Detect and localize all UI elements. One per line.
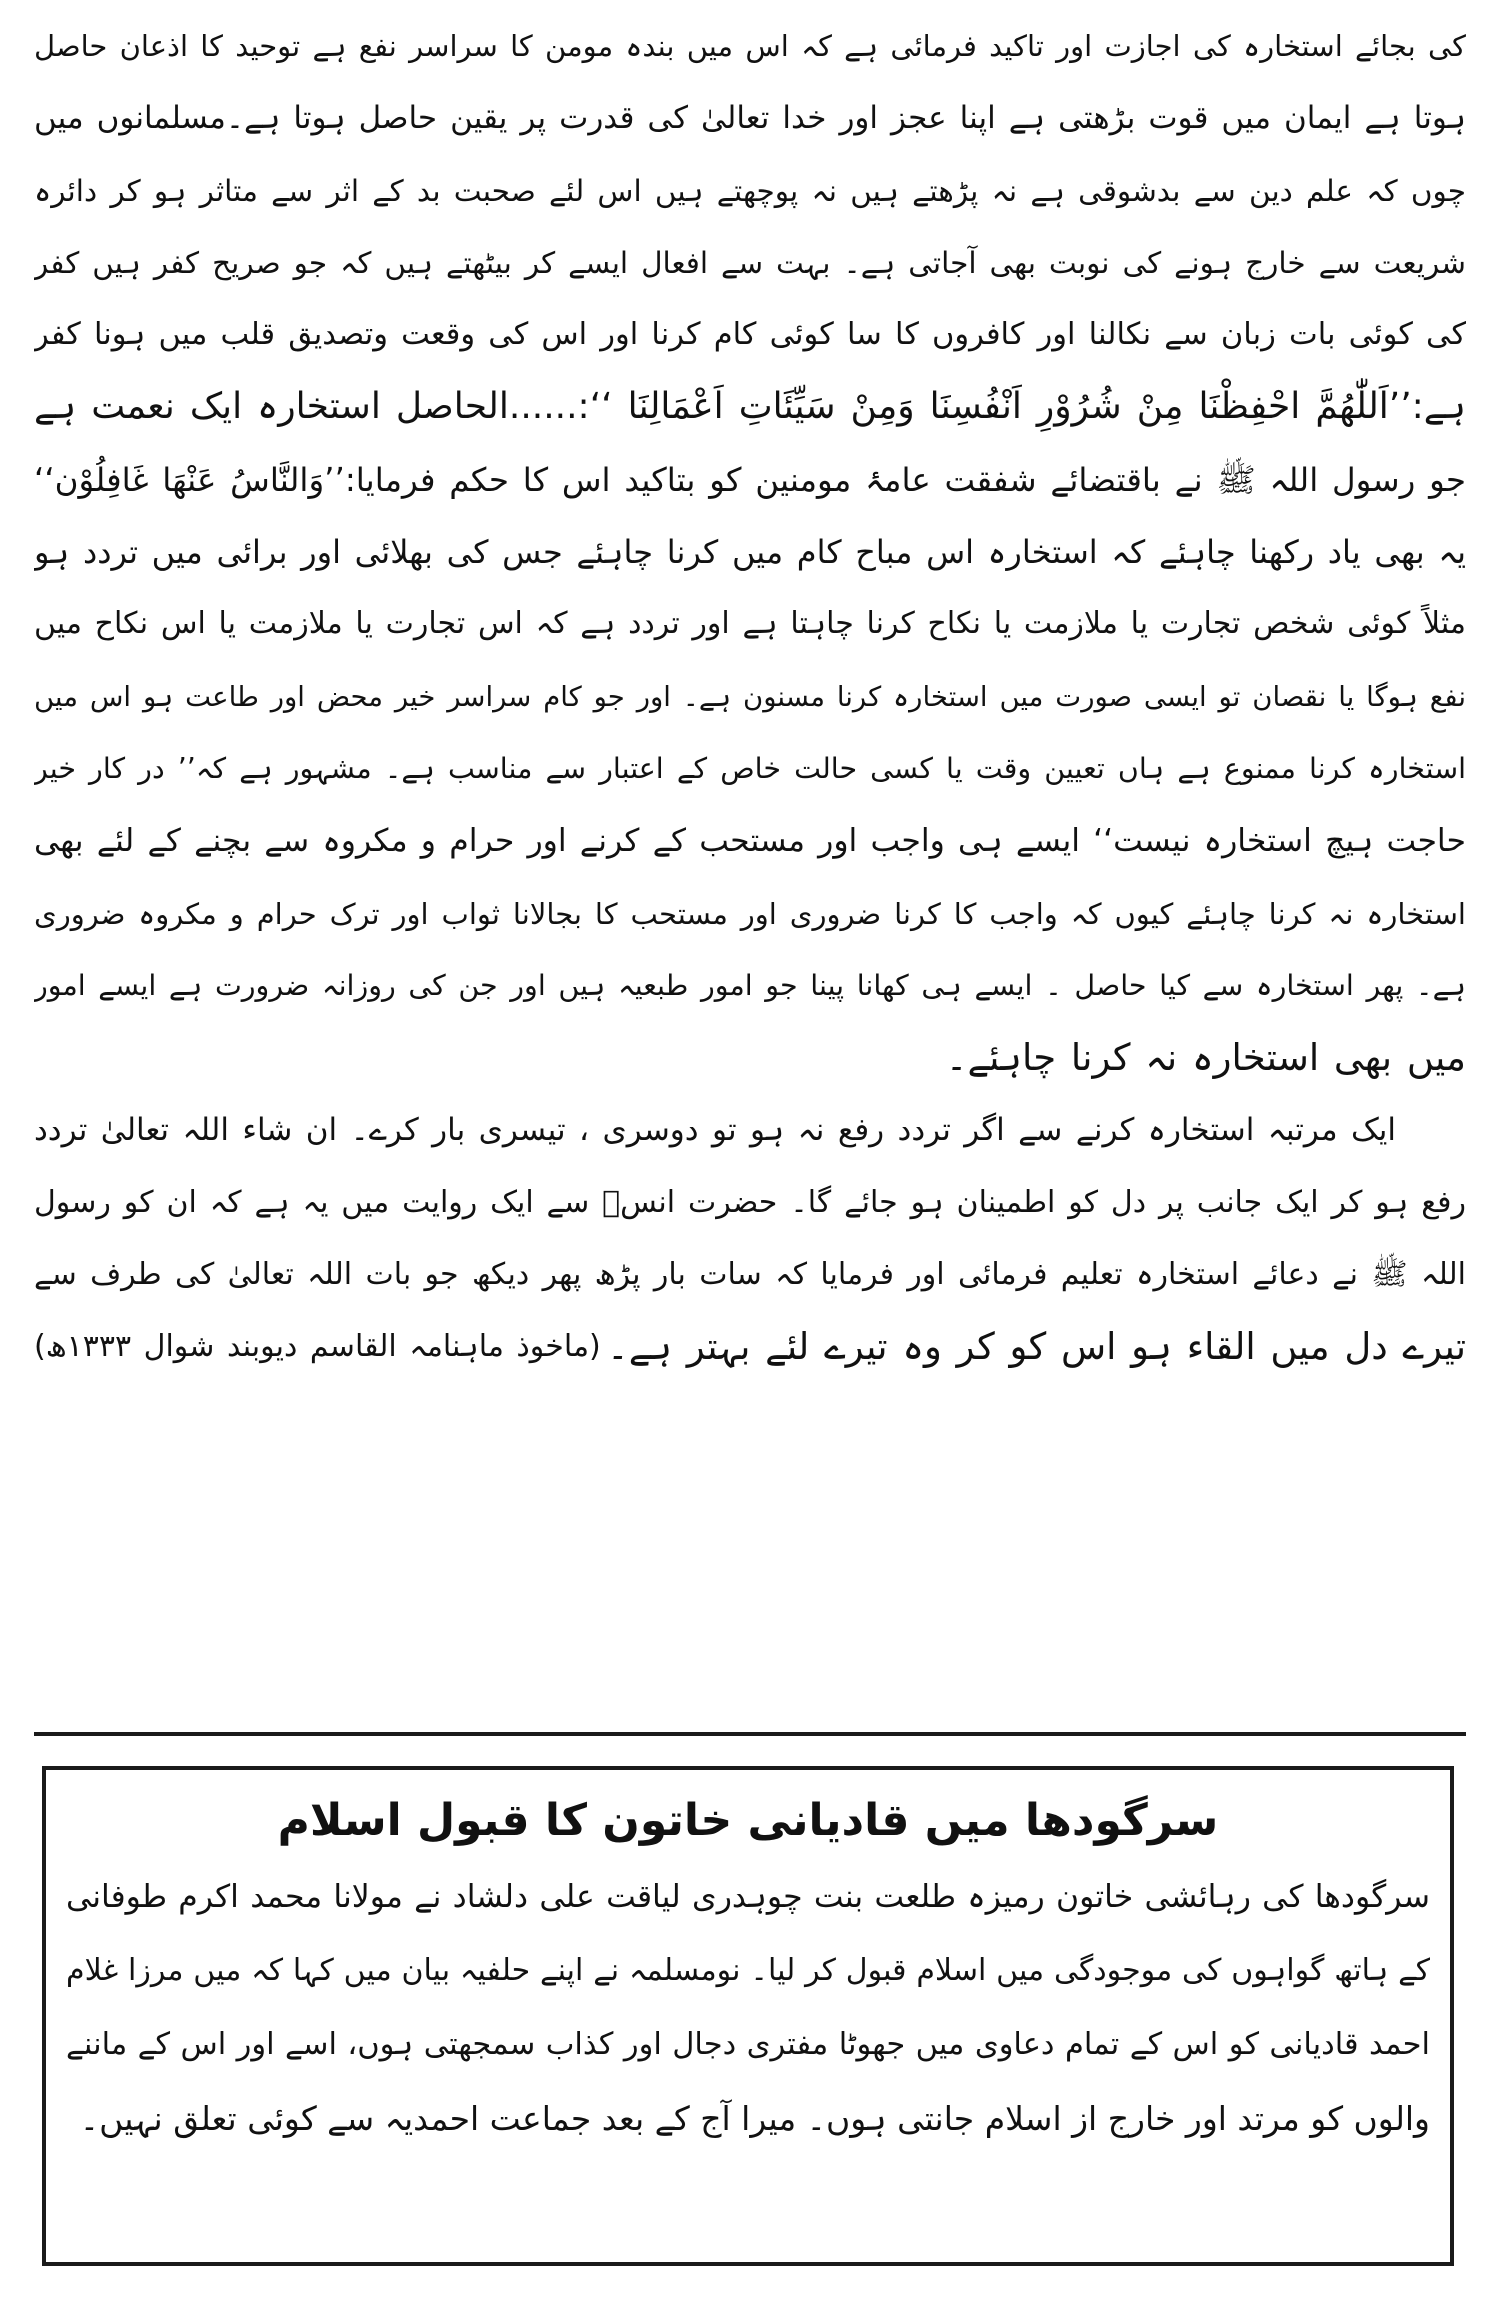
article-line: کی بجائے استخارہ کی اجازت اور تاکید فرمائی ہے کہ اس میں بندہ مومن کا سراسر نفع ہے توحید کا اذعان حاصل xyxy=(34,29,1466,63)
source-reference: (ماخوذ ماہنامہ القاسم دیوبند شوال ۱۳۳۳ھ) xyxy=(34,1329,601,1365)
news-box-line: احمد قادیانی کو اس کے تمام دعاوی میں جھوٹا مفتری دجال اور کذاب سمجھتی ہوں، اسے اور اس کے ماننے xyxy=(66,2027,1430,2062)
article-line: ایک مرتبہ استخارہ کرنے سے اگر تردد رفع نہ ہو تو دوسری ، تیسری بار کرے۔ ان شاء اللہ تعالیٰ تردد xyxy=(34,1112,1396,1149)
article-line: ہے:’’اَللّٰھُمَّ احْفِظْنَا مِنْ شُرُوْرِ اَنْفُسِنَا وَمِنْ سَیِّئَاتِ اَعْمَالِنَا ‘‘:......الحاصل استخارہ ایک نعمت ہے xyxy=(34,386,1466,428)
article-line: میں بھی استخارہ نہ کرنا چاہئے۔ xyxy=(945,1036,1466,1080)
article-line: حاجت ہیچ استخارہ نیست‘‘ ایسے ہی واجب اور مستحب کے کرنے اور حرام و مکروہ سے بچنے کے لئے بھی xyxy=(34,823,1466,860)
istikhara-article xyxy=(34,10,1466,1384)
article-line: یہ بھی یاد رکھنا چاہئے کہ استخارہ اس مباح کام میں کرنا چاہئے جس کی بھلائی اور برائی میں تردد ہو xyxy=(34,533,1466,572)
article-line-text: تیرے دل میں القاء ہو اس کو کر وہ تیرے لئے بہتر ہے۔ xyxy=(607,1325,1466,1369)
article-last-line xyxy=(34,1311,1466,1383)
article-line: شریعت سے خارج ہونے کی نوبت بھی آجاتی ہے۔ بہت سے افعال ایسے کر بیٹھتے ہیں کہ جو صریح کفر ہیں کفر xyxy=(34,245,1466,280)
article-line: رفع ہو کر ایک جانب پر دل کو اطمینان ہو جائے گا۔ حضرت انسؓ سے ایک روایت میں یہ ہے کہ ان کو رسول xyxy=(34,1184,1466,1220)
article-line: اللہ ﷺ نے دعائے استخارہ تعلیم فرمائی اور فرمایا کہ سات بار پڑھ پھر دیکھ جو بات اللہ تعالیٰ کی طرف سے xyxy=(34,1257,1466,1293)
article-line: نفع ہوگا یا نقصان تو ایسی صورت میں استخارہ کرنا مسنون ہے۔ اور جو کام سراسر خیر محض اور طاعت ہو اس میں xyxy=(34,680,1466,713)
article-line: استخارہ کرنا ممنوع ہے ہاں تعیین وقت یا کسی حالت خاص کے اعتبار سے مناسب ہے۔ مشہور ہے کہ’’ در کار خیر xyxy=(34,751,1466,785)
news-box xyxy=(42,1766,1454,2266)
news-box-title: سرگودھا میں قادیانی خاتون کا قبول اسلام xyxy=(277,1795,1219,1846)
article-line: استخارہ نہ کرنا چاہئے کیوں کہ واجب کا کرنا ضروری اور مستحب کا بجالانا ثواب اور ترک حرام و مکروہ ضروری xyxy=(34,896,1466,931)
section-divider xyxy=(34,1732,1466,1736)
article-line: مثلاً کوئی شخص تجارت یا ملازمت یا نکاح کرنا چاہتا ہے اور تردد ہے کہ اس تجارت یا ملازمت یا اس نکاح میں xyxy=(34,606,1466,642)
news-box-body xyxy=(46,1854,1450,2156)
article-line: کی کوئی بات زبان سے نکالنا اور کافروں کا سا کوئی کام کرنا اور اس کی وقعت وتصدیق قلب میں ہونا کفر xyxy=(34,317,1466,353)
article-line: ہوتا ہے ایمان میں قوت بڑھتی ہے اپنا عجز اور خدا تعالیٰ کی قدرت پر یقین حاصل ہوتا ہے۔مسلمانوں میں xyxy=(34,100,1466,137)
magazine-page xyxy=(34,10,1466,2290)
article-line: جو رسول اللہ ﷺ نے باقتضائے شفقت عامۂ مومنین کو بتاکید اس کا حکم فرمایا:’’وَالنَّاسُ عَنْھَا غَافِلُوْن‘‘ xyxy=(34,460,1466,499)
article-line: ہے۔ پھر استخارہ سے کیا حاصل ۔ ایسے ہی کھانا پینا جو امور طبعیہ ہیں اور جن کی روزانہ ضرورت ہے ایسے امور xyxy=(34,968,1466,1002)
news-box-line: کے ہاتھ گواہوں کی موجودگی میں اسلام قبول کر لیا۔ نومسلمہ نے اپنے حلفیہ بیان میں کہا کہ میں مرزا غلام xyxy=(66,1953,1430,1988)
news-box-line: والوں کو مرتد اور خارج از اسلام جانتی ہوں۔ میرا آج کے بعد جماعت احمدیہ سے کوئی تعلق نہیں۔ xyxy=(79,2099,1430,2138)
news-box-line: سرگودھا کی رہائشی خاتون رمیزہ طلعت بنت چوہدری لیاقت علی دلشاد نے مولانا محمد اکرم طوفانی xyxy=(66,1879,1430,1915)
article-line: چوں کہ علم دین سے بدشوقی ہے نہ پڑھتے ہیں نہ پوچھتے ہیں اس لئے صحبت بد کے اثر سے متاثر ہو کر دائرہ xyxy=(34,173,1466,208)
